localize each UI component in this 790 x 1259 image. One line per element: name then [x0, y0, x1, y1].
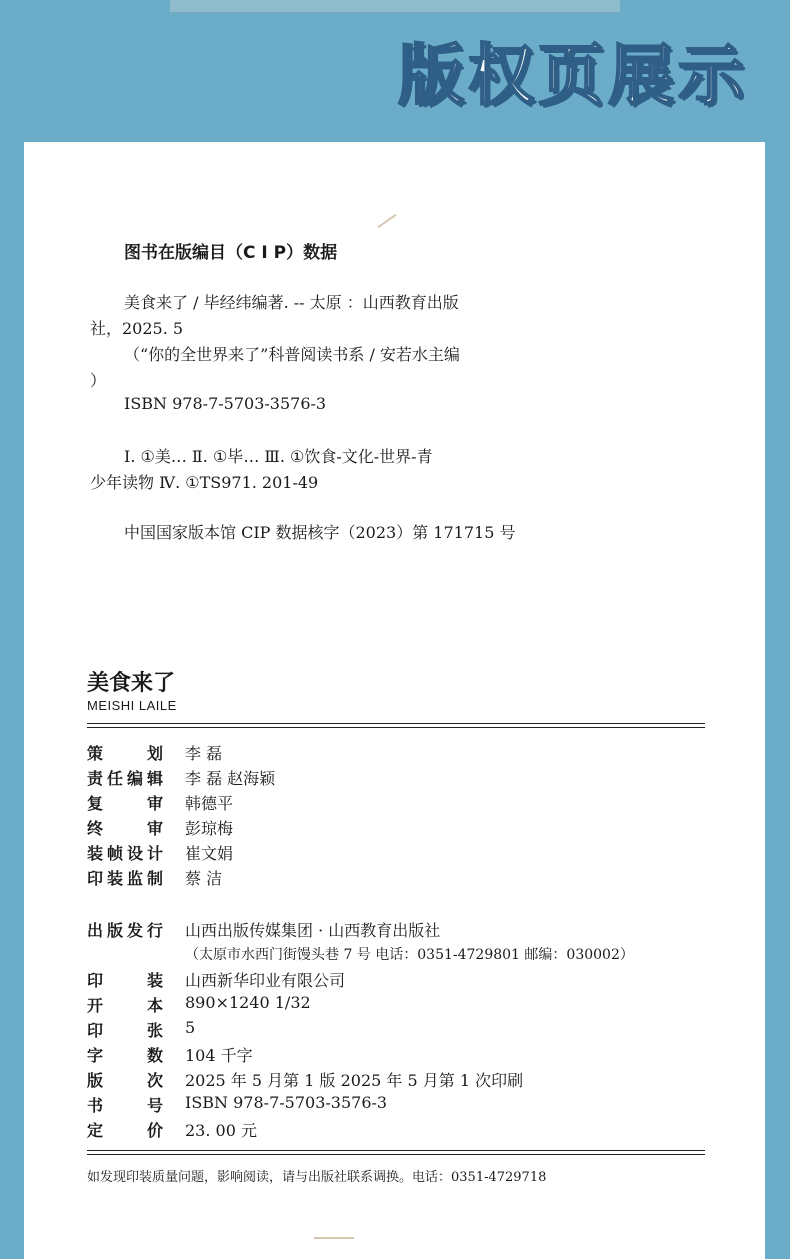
- detail-label: 开本: [87, 996, 163, 1015]
- publisher-address: （太原市水西门街馒头巷 7 号 电话：0351-4729801 邮编：030002）: [185, 947, 634, 963]
- credit-label: 终审: [87, 819, 163, 838]
- cip-line: ）: [90, 371, 107, 390]
- cip-line: Ⅰ. ①美… Ⅱ. ①毕… Ⅲ. ①饮食-文化-世界-青: [124, 447, 433, 466]
- detail-value: 山西新华印业有限公司: [185, 971, 346, 990]
- book-cover-edge: [170, 0, 620, 13]
- divider: [87, 1150, 705, 1151]
- divider: [87, 727, 705, 728]
- detail-value: 104 千字: [185, 1046, 253, 1065]
- publisher-value: 山西出版传媒集团 · 山西教育出版社: [185, 921, 441, 940]
- cip-approval-number: 中国国家版本馆 CIP 数据核字（2023）第 171715 号: [124, 523, 516, 542]
- credit-value: 韩德平: [185, 794, 234, 813]
- detail-label: 字数: [87, 1046, 163, 1065]
- detail-label: 书号: [87, 1096, 163, 1115]
- cip-heading: 图书在版编目（C I P）数据: [124, 243, 338, 263]
- detail-value: ISBN 978-7-5703-3576-3: [185, 1093, 388, 1112]
- credit-value: 蔡 洁: [185, 869, 223, 888]
- credit-value: 李 磊: [185, 744, 223, 763]
- cip-line: （“你的全世界来了”科普阅读书系 / 安若水主编: [124, 345, 460, 364]
- detail-label: 印张: [87, 1021, 163, 1040]
- credit-label: 复审: [87, 794, 163, 813]
- detail-value: 890×1240 1/32: [185, 993, 311, 1012]
- detail-value: 5: [185, 1018, 196, 1037]
- footer-note: 如发现印装质量问题，影响阅读，请与出版社联系调换。电话：0351-4729718: [87, 1170, 547, 1185]
- detail-value: 2025 年 5 月第 1 版 2025 年 5 月第 1 次印刷: [185, 1071, 524, 1090]
- paper-mark: [314, 1237, 354, 1239]
- credit-label: 印装监制: [87, 869, 163, 888]
- banner-title: 版权页展示: [398, 37, 748, 114]
- detail-label: 印装: [87, 971, 163, 990]
- credit-label: 策划: [87, 744, 163, 763]
- cip-line: 少年读物 Ⅳ. ①TS971. 201-49: [90, 473, 319, 492]
- publisher-label: 出版发行: [87, 921, 163, 940]
- book-title: 美食来了: [87, 671, 176, 696]
- cip-line: 美食来了 / 毕经纬编著. -- 太原 ：山西教育出版: [124, 293, 459, 312]
- credit-label: 装帧设计: [87, 844, 163, 863]
- credit-value: 崔文娟: [185, 844, 234, 863]
- book-title-pinyin: MEISHI LAILE: [87, 698, 177, 713]
- credit-value: 彭琼梅: [185, 819, 234, 838]
- divider: [87, 1154, 705, 1155]
- divider: [87, 723, 705, 724]
- paper-mark: [377, 214, 396, 228]
- detail-value: 23. 00 元: [185, 1121, 257, 1140]
- cip-isbn: ISBN 978-7-5703-3576-3: [124, 394, 327, 413]
- credit-label: 责任编辑: [87, 769, 163, 788]
- cip-line: 社，2025. 5: [90, 319, 184, 338]
- detail-label: 版次: [87, 1071, 163, 1090]
- credit-value: 李 磊 赵海颖: [185, 769, 276, 788]
- copyright-page: [24, 142, 765, 1259]
- detail-label: 定价: [87, 1121, 163, 1140]
